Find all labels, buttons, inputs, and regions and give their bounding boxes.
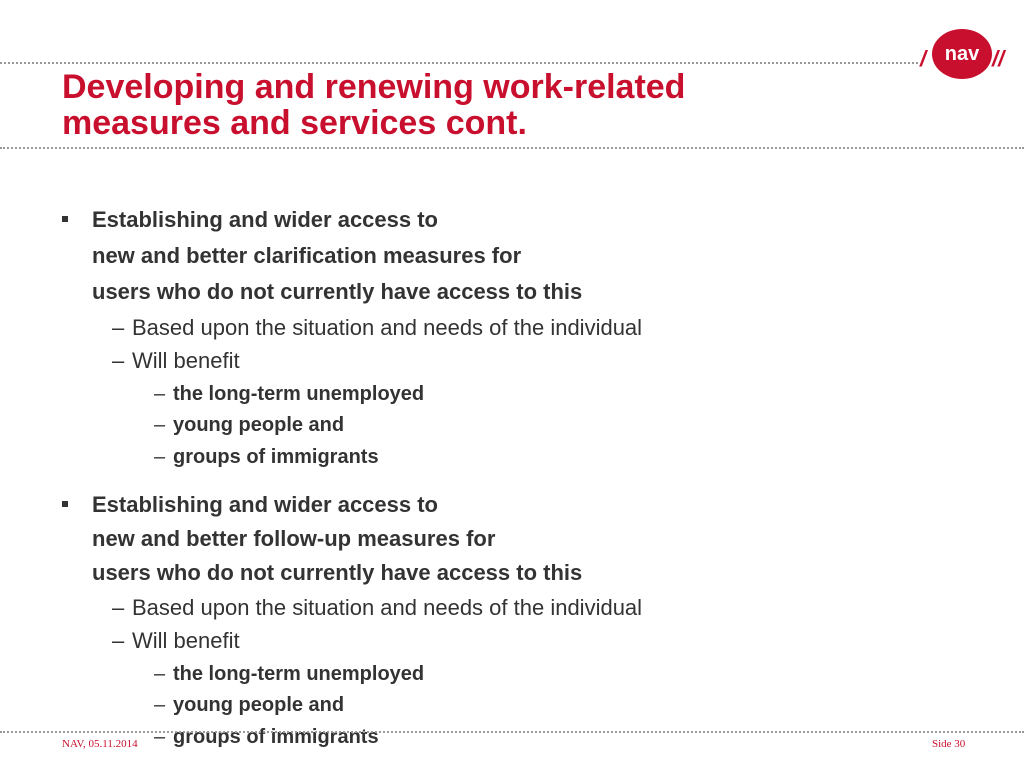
dash-marker: – bbox=[154, 414, 166, 436]
bullet-2-line-3: users who do not currently have access to this bbox=[92, 560, 583, 585]
group-text: groups of immigrants bbox=[173, 726, 379, 748]
footer-page-number: Side 30 bbox=[932, 738, 966, 750]
bullet-marker-2 bbox=[62, 501, 68, 507]
title-line-1: Developing and renewing work-related bbox=[62, 68, 686, 106]
footer-dotted-rule bbox=[0, 731, 1024, 733]
dash-marker: – bbox=[112, 595, 125, 620]
dash-marker: – bbox=[154, 446, 166, 468]
group-text: young people and bbox=[173, 694, 345, 716]
sub-item-text: Will benefit bbox=[132, 348, 240, 373]
nav-logo bbox=[918, 22, 1018, 82]
group-text: the long-term unemployed bbox=[173, 663, 425, 685]
svg-text://: // bbox=[992, 46, 1005, 71]
group-text: the long-term unemployed bbox=[173, 383, 425, 405]
title-line-2: measures and services cont. bbox=[62, 104, 527, 142]
slide-title bbox=[62, 69, 922, 141]
dash-marker: – bbox=[154, 663, 166, 685]
bullet-heading-1 bbox=[92, 208, 582, 304]
dash-marker: – bbox=[112, 628, 125, 653]
logo-text: nav bbox=[944, 43, 980, 65]
group-text: young people and bbox=[173, 414, 345, 436]
svg-text:/: / bbox=[920, 46, 927, 71]
sub-item-text: Based upon the situation and needs of the individual bbox=[132, 595, 643, 620]
bullet-1-line-1: Establishing and wider access to bbox=[92, 207, 438, 232]
footer-date: NAV, 05.11.2014 bbox=[62, 738, 138, 750]
sub-item-text: Based upon the situation and needs of the individual bbox=[132, 315, 643, 340]
bullet-marker-1 bbox=[62, 216, 68, 222]
group-text: groups of immigrants bbox=[173, 446, 379, 468]
bullet-1-line-3: users who do not currently have access to this bbox=[92, 279, 583, 304]
bullet-2-line-1: Establishing and wider access to bbox=[92, 492, 438, 517]
top-dotted-rule bbox=[0, 62, 918, 64]
sub-item-text: Will benefit bbox=[132, 628, 240, 653]
dash-marker: – bbox=[154, 726, 166, 748]
bullet-1-line-2: new and better clarification measures for bbox=[92, 243, 522, 268]
dash-marker: – bbox=[154, 383, 166, 405]
title-dotted-rule bbox=[0, 147, 1024, 149]
dash-marker: – bbox=[154, 694, 166, 716]
bullet-2-line-2: new and better follow-up measures for bbox=[92, 526, 496, 551]
dash-marker: – bbox=[112, 348, 125, 373]
dash-marker: – bbox=[112, 315, 125, 340]
bullet-heading-2 bbox=[92, 493, 582, 585]
